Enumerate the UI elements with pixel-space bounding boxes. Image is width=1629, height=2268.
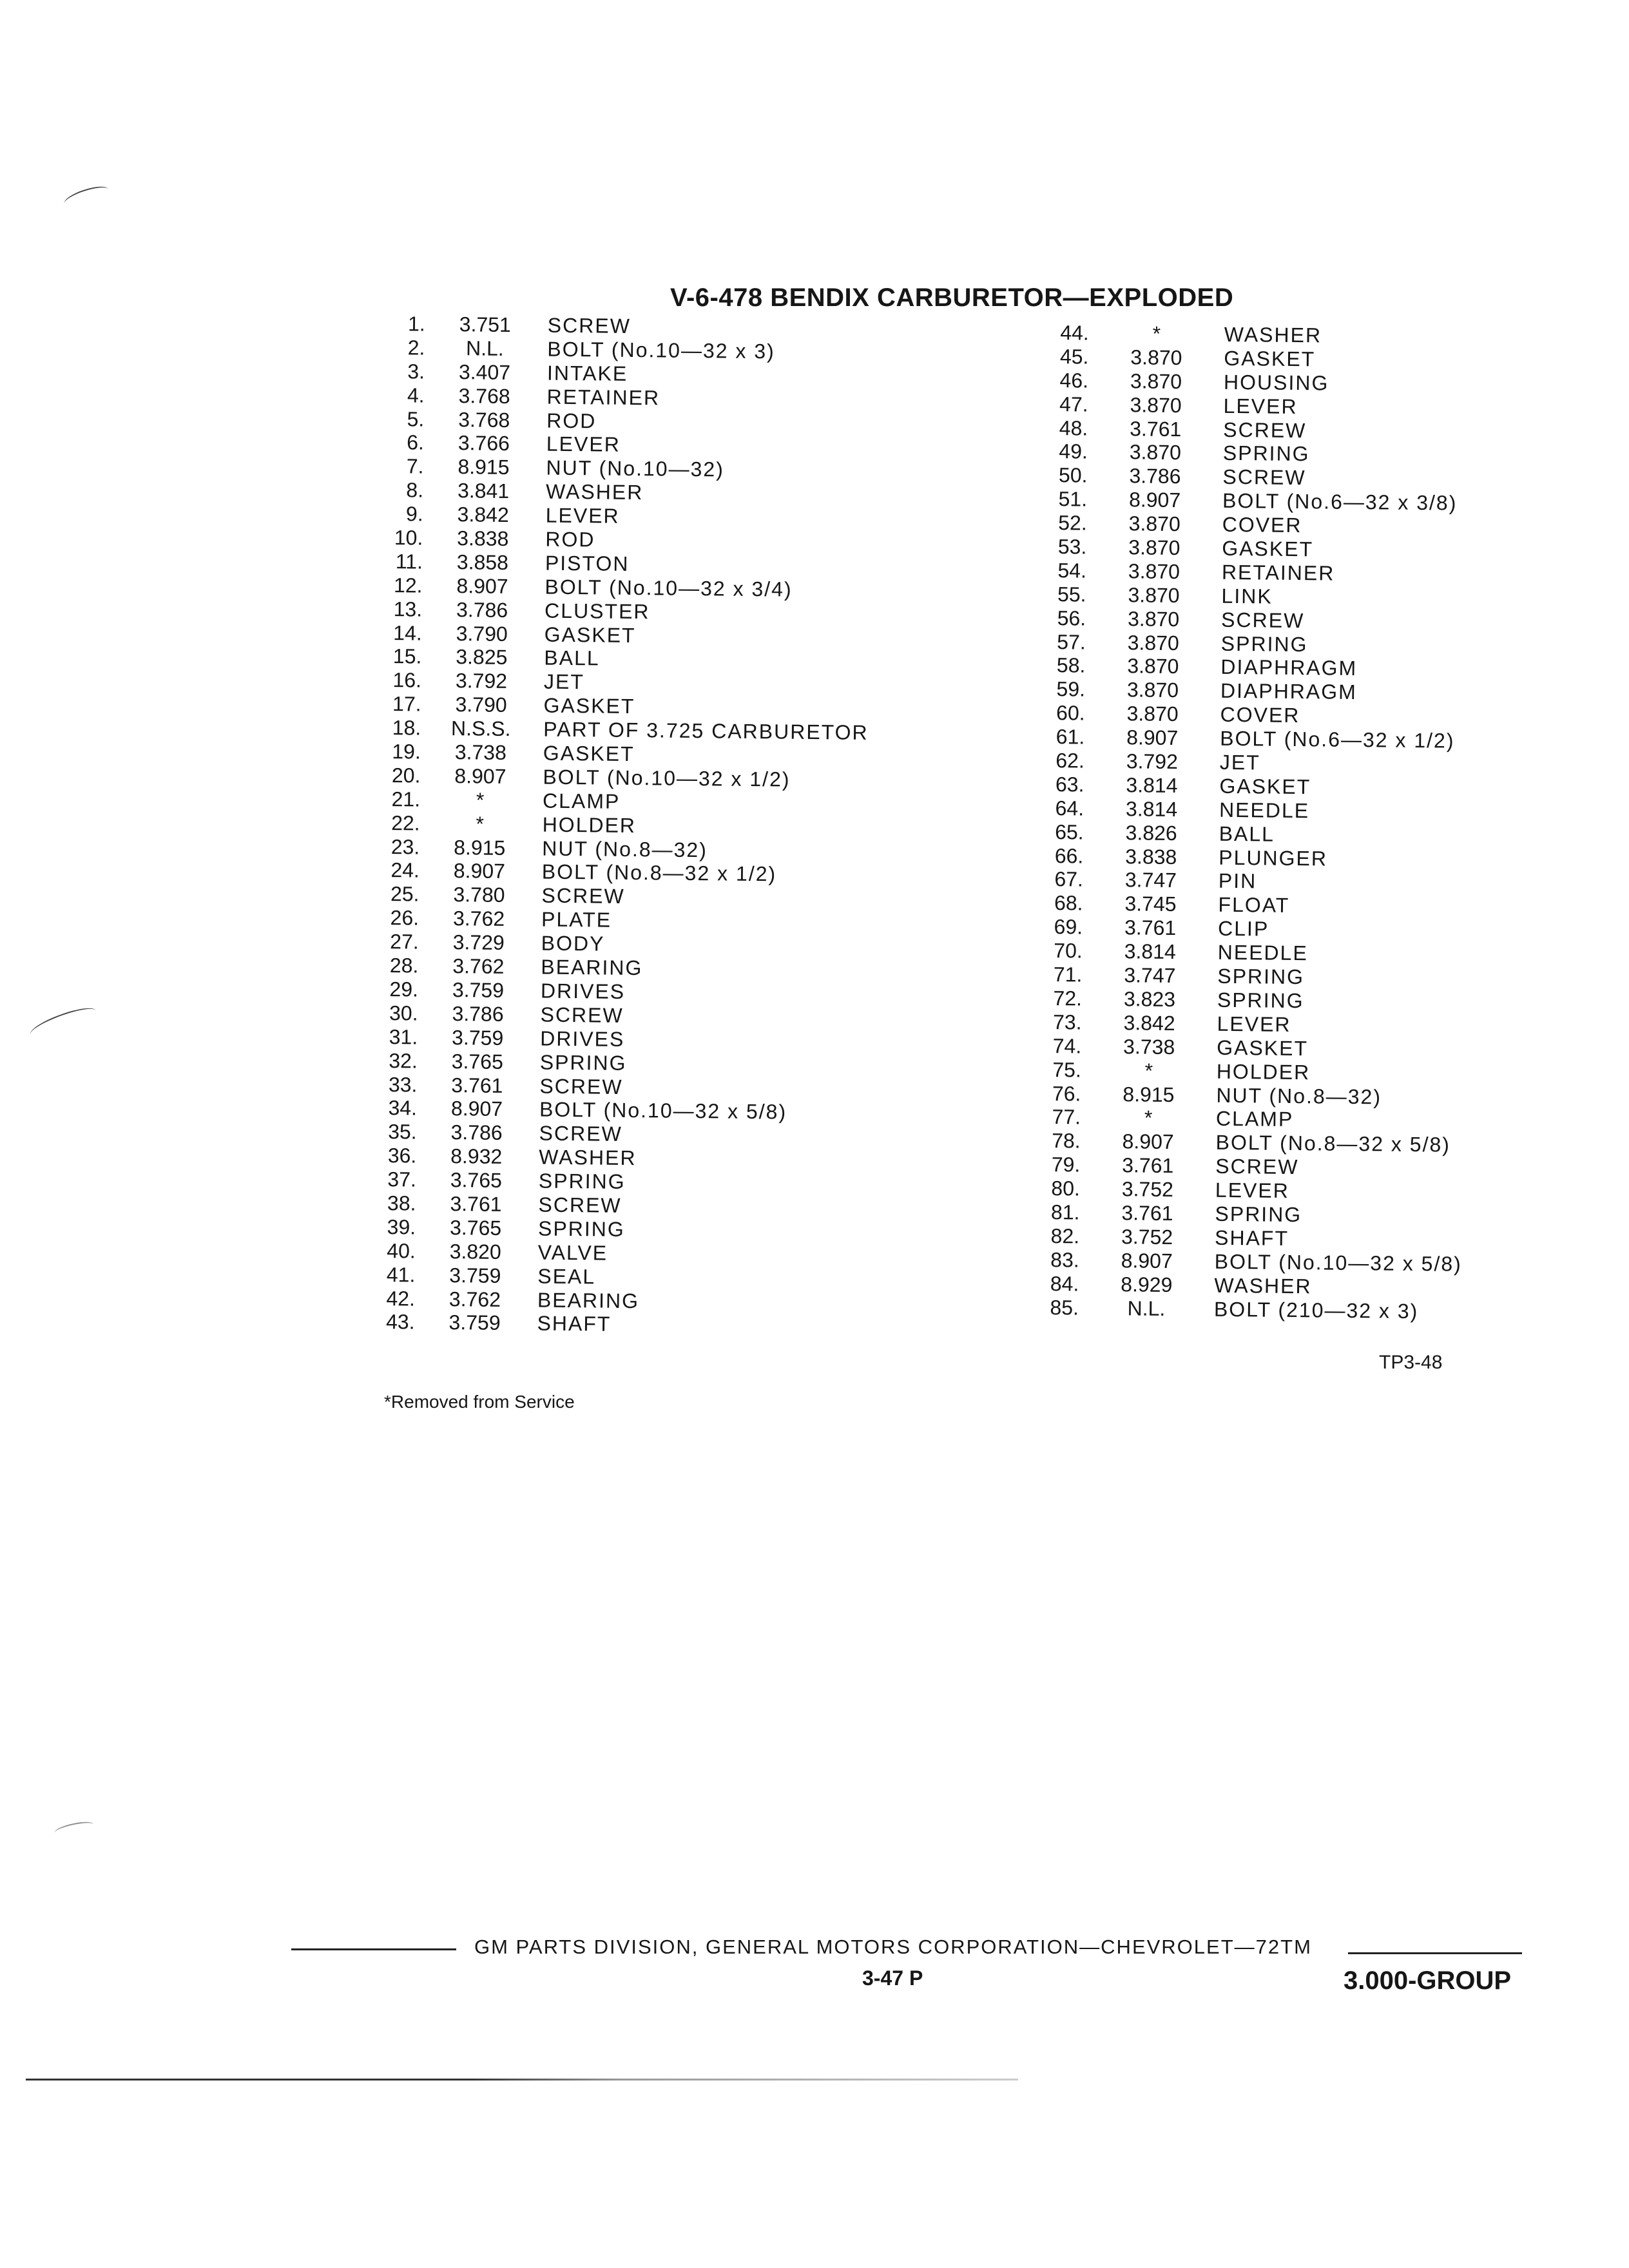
part-group: 3.738 (1123, 1034, 1175, 1059)
part-number: 39. (387, 1215, 416, 1239)
part-group: 8.907 (456, 573, 508, 598)
part-description: LINK (1221, 584, 1273, 608)
part-description: PISTON (545, 551, 630, 575)
part-group: 3.762 (452, 907, 505, 931)
parts-list-right (1040, 321, 1462, 1323)
part-group: 3.752 (1121, 1225, 1173, 1249)
part-description: SPRING (1217, 964, 1305, 989)
scan-mark (28, 1003, 99, 1042)
part-number: 16. (392, 668, 422, 692)
part-number: 71. (1053, 963, 1083, 986)
part-number: 65. (1055, 820, 1084, 844)
part-number: 51. (1058, 487, 1088, 511)
part-number: 57. (1057, 629, 1086, 654)
part-number: 82. (1050, 1224, 1080, 1248)
part-group: 8.907 (1128, 488, 1181, 512)
part-group: 3.870 (1128, 559, 1181, 584)
part-description: BEARING (537, 1288, 640, 1312)
part-group: * (1144, 1106, 1153, 1130)
footer-rule-left (291, 1948, 456, 1950)
part-description: CLAMP (542, 789, 621, 813)
part-description: BOLT (No.10—32 x 3/4) (545, 575, 793, 601)
part-number: 15. (392, 644, 422, 669)
part-number: 77. (1052, 1105, 1081, 1129)
part-description: NUT (No.8—32) (542, 836, 708, 861)
part-description: BEARING (541, 955, 643, 980)
part-description: SPRING (1220, 631, 1308, 656)
part-description: CLAMP (1215, 1107, 1294, 1131)
part-description: SEAL (537, 1264, 596, 1289)
part-description: WASHER (539, 1145, 637, 1170)
part-number: 14. (393, 620, 422, 645)
part-number: 1. (407, 312, 425, 336)
part-group: * (1152, 322, 1161, 345)
part-description: SHAFT (537, 1311, 612, 1336)
footer-publisher: GM PARTS DIVISION, GENERAL MOTORS CORPORATION—CHEVROLET—72TM (474, 1936, 1312, 1958)
part-group: 3.870 (1127, 630, 1179, 655)
part-description: PLUNGER (1219, 845, 1328, 870)
part-group: 3.768 (458, 407, 510, 432)
part-description: JET (1219, 750, 1260, 774)
part-description: ROD (545, 527, 595, 552)
part-group: 3.838 (457, 526, 509, 551)
part-number: 46. (1059, 368, 1089, 392)
part-number: 3. (407, 360, 425, 383)
part-group: 3.790 (455, 693, 507, 717)
part-number: 61. (1055, 725, 1085, 749)
part-description: SCREW (540, 1003, 624, 1027)
footer-rule-right (1348, 1952, 1522, 1954)
part-group: 8.907 (1122, 1129, 1174, 1154)
part-group: 3.759 (451, 1025, 504, 1050)
part-number: 49. (1059, 439, 1088, 464)
part-description: BOLT (No.10—32 x 1/2) (543, 765, 791, 791)
part-group: 3.761 (1124, 916, 1177, 940)
part-description: PLATE (541, 907, 612, 932)
part-description: SPRING (537, 1216, 625, 1241)
part-number: 62. (1055, 749, 1085, 773)
part-group: N.L. (465, 336, 504, 360)
bottom-rule (26, 2079, 1018, 2081)
part-number: 17. (392, 692, 421, 716)
part-description: HOLDER (1216, 1059, 1311, 1084)
part-number: 63. (1055, 773, 1084, 796)
part-number: 76. (1052, 1081, 1081, 1106)
part-description: BODY (541, 931, 605, 956)
part-description: SCREW (1223, 418, 1307, 442)
part-description: DIAPHRAGM (1220, 679, 1357, 704)
part-group: 3.838 (1125, 844, 1177, 869)
part-group: 3.842 (1123, 1011, 1175, 1035)
part-description: LEVER (545, 503, 620, 528)
part-number: 21. (391, 787, 421, 811)
part-group: 3.786 (1129, 464, 1181, 488)
part-number: 83. (1050, 1247, 1079, 1272)
part-number: 2. (407, 336, 425, 360)
part-description: SCREW (538, 1193, 622, 1217)
part-group: 8.907 (1121, 1248, 1173, 1273)
part-number: 4. (407, 383, 425, 407)
part-number: 41. (386, 1262, 416, 1287)
part-description: DIAPHRAGM (1220, 655, 1358, 680)
part-number: 69. (1054, 915, 1083, 939)
part-group: 8.907 (454, 764, 506, 788)
part-group: 3.814 (1126, 773, 1178, 798)
part-number: 6. (407, 430, 425, 455)
part-description: SHAFT (1214, 1225, 1289, 1250)
part-number: 23. (390, 834, 420, 859)
part-description: CLUSTER (544, 599, 650, 623)
part-group: 3.870 (1129, 440, 1182, 465)
part-number: 84. (1050, 1271, 1079, 1296)
part-group: 3.747 (1124, 963, 1176, 988)
part-group: 8.915 (458, 455, 510, 479)
part-group: 3.751 (459, 312, 512, 337)
part-number: 20. (391, 764, 421, 787)
part-number: 28. (389, 954, 419, 977)
part-number: 24. (390, 858, 420, 883)
part-description: VALVE (537, 1240, 608, 1265)
part-description: NUT (No.10—32) (546, 456, 725, 481)
part-group: 3.823 (1123, 987, 1176, 1012)
part-description: GASKET (544, 622, 636, 647)
part-number: 56. (1057, 606, 1086, 630)
part-number: 55. (1057, 582, 1086, 606)
part-number: 18. (392, 716, 421, 740)
part-description: DRIVES (540, 979, 626, 1003)
part-number: 45. (1059, 345, 1089, 369)
part-group: 3.729 (452, 930, 505, 955)
part-group: 3.759 (448, 1311, 501, 1335)
part-description: SPRING (539, 1050, 627, 1075)
part-number: 32. (389, 1048, 418, 1073)
part-number: 68. (1054, 891, 1083, 915)
part-group: N.S.S. (450, 716, 511, 741)
part-number: 7. (406, 454, 424, 478)
part-number: 27. (390, 930, 419, 954)
footnote: *Removed from Service (384, 1392, 575, 1412)
part-group: * (476, 812, 485, 836)
part-number: 30. (389, 1001, 418, 1025)
part-description: LEVER (1217, 1012, 1291, 1036)
part-group: 3.825 (456, 645, 508, 669)
part-description: SPRING (538, 1169, 626, 1194)
part-number: 37. (387, 1168, 417, 1191)
part-group: 3.858 (456, 550, 509, 574)
part-group: 3.766 (458, 431, 510, 456)
part-group: 3.820 (449, 1239, 501, 1264)
part-number: 60. (1055, 701, 1085, 725)
part-description: RETAINER (1221, 560, 1335, 585)
part-number: 9. (405, 502, 423, 526)
part-description: CLIP (1217, 917, 1269, 941)
part-group: 3.765 (450, 1168, 503, 1193)
part-group: 3.870 (1126, 702, 1179, 726)
part-group: 3.841 (457, 479, 510, 503)
part-description: COVER (1220, 703, 1300, 727)
part-group: 3.870 (1130, 345, 1182, 370)
part-description: BOLT (No.6—32 x 1/2) (1220, 726, 1455, 753)
part-number: 35. (388, 1120, 417, 1144)
part-description: LEVER (1223, 394, 1298, 418)
part-description: GASKET (1224, 346, 1316, 371)
part-number: 43. (385, 1310, 415, 1334)
part-number: 75. (1052, 1057, 1082, 1082)
page-title: V-6-478 BENDIX CARBURETOR—EXPLODED (670, 284, 1234, 312)
part-number: 52. (1058, 511, 1087, 535)
figure-code: TP3-48 (1379, 1352, 1443, 1373)
part-group: N.L. (1127, 1296, 1166, 1320)
part-number: 19. (392, 740, 421, 764)
part-group: 3.826 (1125, 820, 1177, 845)
part-group: 3.761 (450, 1192, 502, 1216)
part-number: 25. (390, 882, 419, 906)
part-number: 72. (1053, 986, 1083, 1010)
part-group: 3.762 (448, 1287, 501, 1311)
part-group: 3.870 (1128, 512, 1181, 536)
part-group: 3.765 (451, 1049, 504, 1073)
part-group: 3.792 (455, 669, 508, 693)
part-number: 40. (387, 1238, 416, 1263)
part-description: RETAINER (546, 385, 660, 410)
part-number: 42. (386, 1286, 416, 1311)
part-number: 34. (388, 1096, 418, 1120)
part-description: GASKET (1217, 1035, 1309, 1060)
part-number: 50. (1058, 463, 1088, 487)
part-group: 3.814 (1125, 797, 1178, 821)
part-number: 54. (1057, 559, 1087, 582)
part-description: WASHER (1224, 322, 1322, 347)
part-description: GASKET (543, 693, 635, 718)
part-group: 3.842 (457, 503, 509, 527)
part-description: HOUSING (1223, 370, 1329, 395)
part-description: HOLDER (542, 812, 637, 837)
part-description: LEVER (546, 432, 621, 457)
part-number: 47. (1059, 392, 1088, 416)
part-group: 3.870 (1127, 606, 1180, 631)
part-description: SCREW (539, 1121, 622, 1146)
part-group: 3.761 (1130, 416, 1182, 441)
part-group: 3.870 (1130, 369, 1182, 393)
part-number: 11. (395, 550, 423, 573)
part-group: 3.792 (1126, 749, 1179, 774)
part-number: 85. (1050, 1295, 1079, 1320)
part-number: 73. (1052, 1010, 1082, 1034)
parts-list-left (376, 312, 869, 1336)
part-group: 3.761 (451, 1073, 503, 1097)
part-description: DRIVES (540, 1026, 625, 1051)
part-group: 3.870 (1126, 678, 1179, 702)
part-group: 8.932 (450, 1144, 503, 1169)
part-number: 74. (1052, 1033, 1082, 1058)
part-group: 3.786 (450, 1120, 503, 1145)
part-number: 78. (1052, 1129, 1081, 1153)
part-description: NEEDLE (1219, 798, 1310, 823)
part-group: 3.745 (1124, 892, 1177, 916)
part-group: 3.747 (1124, 868, 1177, 892)
part-group: * (1144, 1059, 1153, 1082)
part-description: WASHER (1214, 1273, 1312, 1298)
part-group: 8.907 (450, 1097, 503, 1121)
part-group: 3.765 (449, 1215, 502, 1240)
part-group: 3.870 (1128, 535, 1181, 560)
part-group: 3.759 (449, 1263, 501, 1287)
part-description: BOLT (No.10—32 x 5/8) (1214, 1249, 1462, 1276)
part-group: 3.407 (458, 360, 511, 384)
part-description: NEEDLE (1217, 940, 1308, 965)
part-group: 3.786 (452, 1001, 504, 1026)
part-description: SPRING (1217, 988, 1304, 1013)
part-group: 3.814 (1124, 939, 1176, 964)
group-label: 3.000-GROUP (1344, 1966, 1512, 1995)
part-number: 67. (1054, 867, 1084, 892)
part-number: 8. (406, 478, 424, 502)
part-group: 8.915 (454, 835, 506, 860)
part-description: SPRING (1215, 1202, 1302, 1227)
part-number: 31. (389, 1024, 418, 1049)
part-group: 3.786 (456, 597, 508, 622)
part-group: 3.870 (1128, 583, 1180, 607)
part-number: 59. (1056, 677, 1086, 701)
part-group: 3.762 (452, 954, 505, 979)
part-number: 10. (394, 526, 423, 550)
part-description: BOLT (No.6—32 x 3/8) (1222, 489, 1458, 515)
part-group: 3.870 (1130, 392, 1182, 417)
part-number: 66. (1054, 843, 1084, 868)
part-group: 3.761 (1121, 1201, 1173, 1225)
part-description: BOLT (No.10—32 x 3) (547, 337, 775, 363)
part-number: 12. (393, 573, 423, 597)
part-description: BOLT (No.8—32 x 1/2) (541, 860, 777, 886)
scan-mark (53, 1820, 95, 1838)
part-description: INTAKE (546, 361, 628, 385)
part-group: 3.761 (1122, 1153, 1174, 1178)
part-number: 22. (391, 811, 420, 835)
part-number: 5. (407, 407, 425, 431)
part-number: 44. (1060, 321, 1089, 345)
part-number: 70. (1054, 939, 1083, 963)
part-description: GASKET (1222, 536, 1314, 561)
part-description: ROD (546, 408, 597, 432)
part-description: PIN (1218, 869, 1257, 893)
part-group: 3.790 (456, 621, 508, 646)
part-group: 8.915 (1123, 1082, 1175, 1106)
part-description: BOLT (210—32 x 3) (1213, 1297, 1419, 1323)
part-number: 80. (1051, 1177, 1081, 1200)
page-number: 3-47 P (862, 1966, 923, 1990)
part-group: 3.759 (452, 978, 505, 1002)
part-number: 33. (388, 1072, 418, 1097)
part-description: BOLT (No.10—32 x 5/8) (539, 1097, 787, 1124)
part-group: 8.929 (1121, 1272, 1173, 1296)
part-group: 3.738 (454, 740, 507, 765)
part-description: BOLT (No.8—32 x 5/8) (1215, 1131, 1451, 1157)
part-description: BALL (1219, 822, 1275, 846)
part-group: 3.768 (458, 383, 510, 408)
part-description: FLOAT (1218, 893, 1290, 918)
part-group: 8.907 (453, 859, 506, 883)
part-description: NUT (No.8—32) (1216, 1083, 1382, 1108)
part-group: * (476, 788, 485, 812)
part-number: 48. (1059, 416, 1088, 440)
part-description: BALL (544, 646, 600, 670)
part-description: COVER (1222, 512, 1302, 537)
part-group: 3.870 (1127, 654, 1179, 678)
part-number: 79. (1051, 1153, 1081, 1177)
part-group: 3.752 (1121, 1177, 1174, 1202)
part-description: GASKET (1219, 774, 1311, 799)
part-description: LEVER (1215, 1178, 1290, 1203)
part-description: GASKET (543, 741, 635, 766)
part-description: SCREW (547, 313, 631, 338)
part-number: 29. (389, 977, 419, 1001)
part-group: 8.907 (1126, 726, 1179, 750)
part-description: SCREW (541, 883, 625, 908)
part-group: 3.780 (453, 883, 505, 907)
part-description: JET (543, 669, 585, 694)
part-number: 13. (393, 597, 423, 621)
part-number: 26. (390, 906, 419, 930)
part-number: 58. (1056, 653, 1086, 678)
part-description: WASHER (545, 479, 644, 505)
part-description: SCREW (1222, 465, 1306, 490)
part-description: SCREW (539, 1074, 623, 1099)
part-description: SCREW (1215, 1154, 1299, 1179)
part-description: PART OF 3.725 CARBURETOR (543, 717, 869, 745)
part-number: 38. (387, 1191, 416, 1215)
part-description: SPRING (1222, 441, 1310, 466)
part-description: SCREW (1220, 608, 1305, 632)
part-number: 53. (1057, 535, 1087, 559)
part-number: 36. (387, 1144, 417, 1168)
part-number: 81. (1050, 1200, 1080, 1224)
part-number: 64. (1055, 796, 1084, 820)
scan-mark (62, 182, 110, 210)
